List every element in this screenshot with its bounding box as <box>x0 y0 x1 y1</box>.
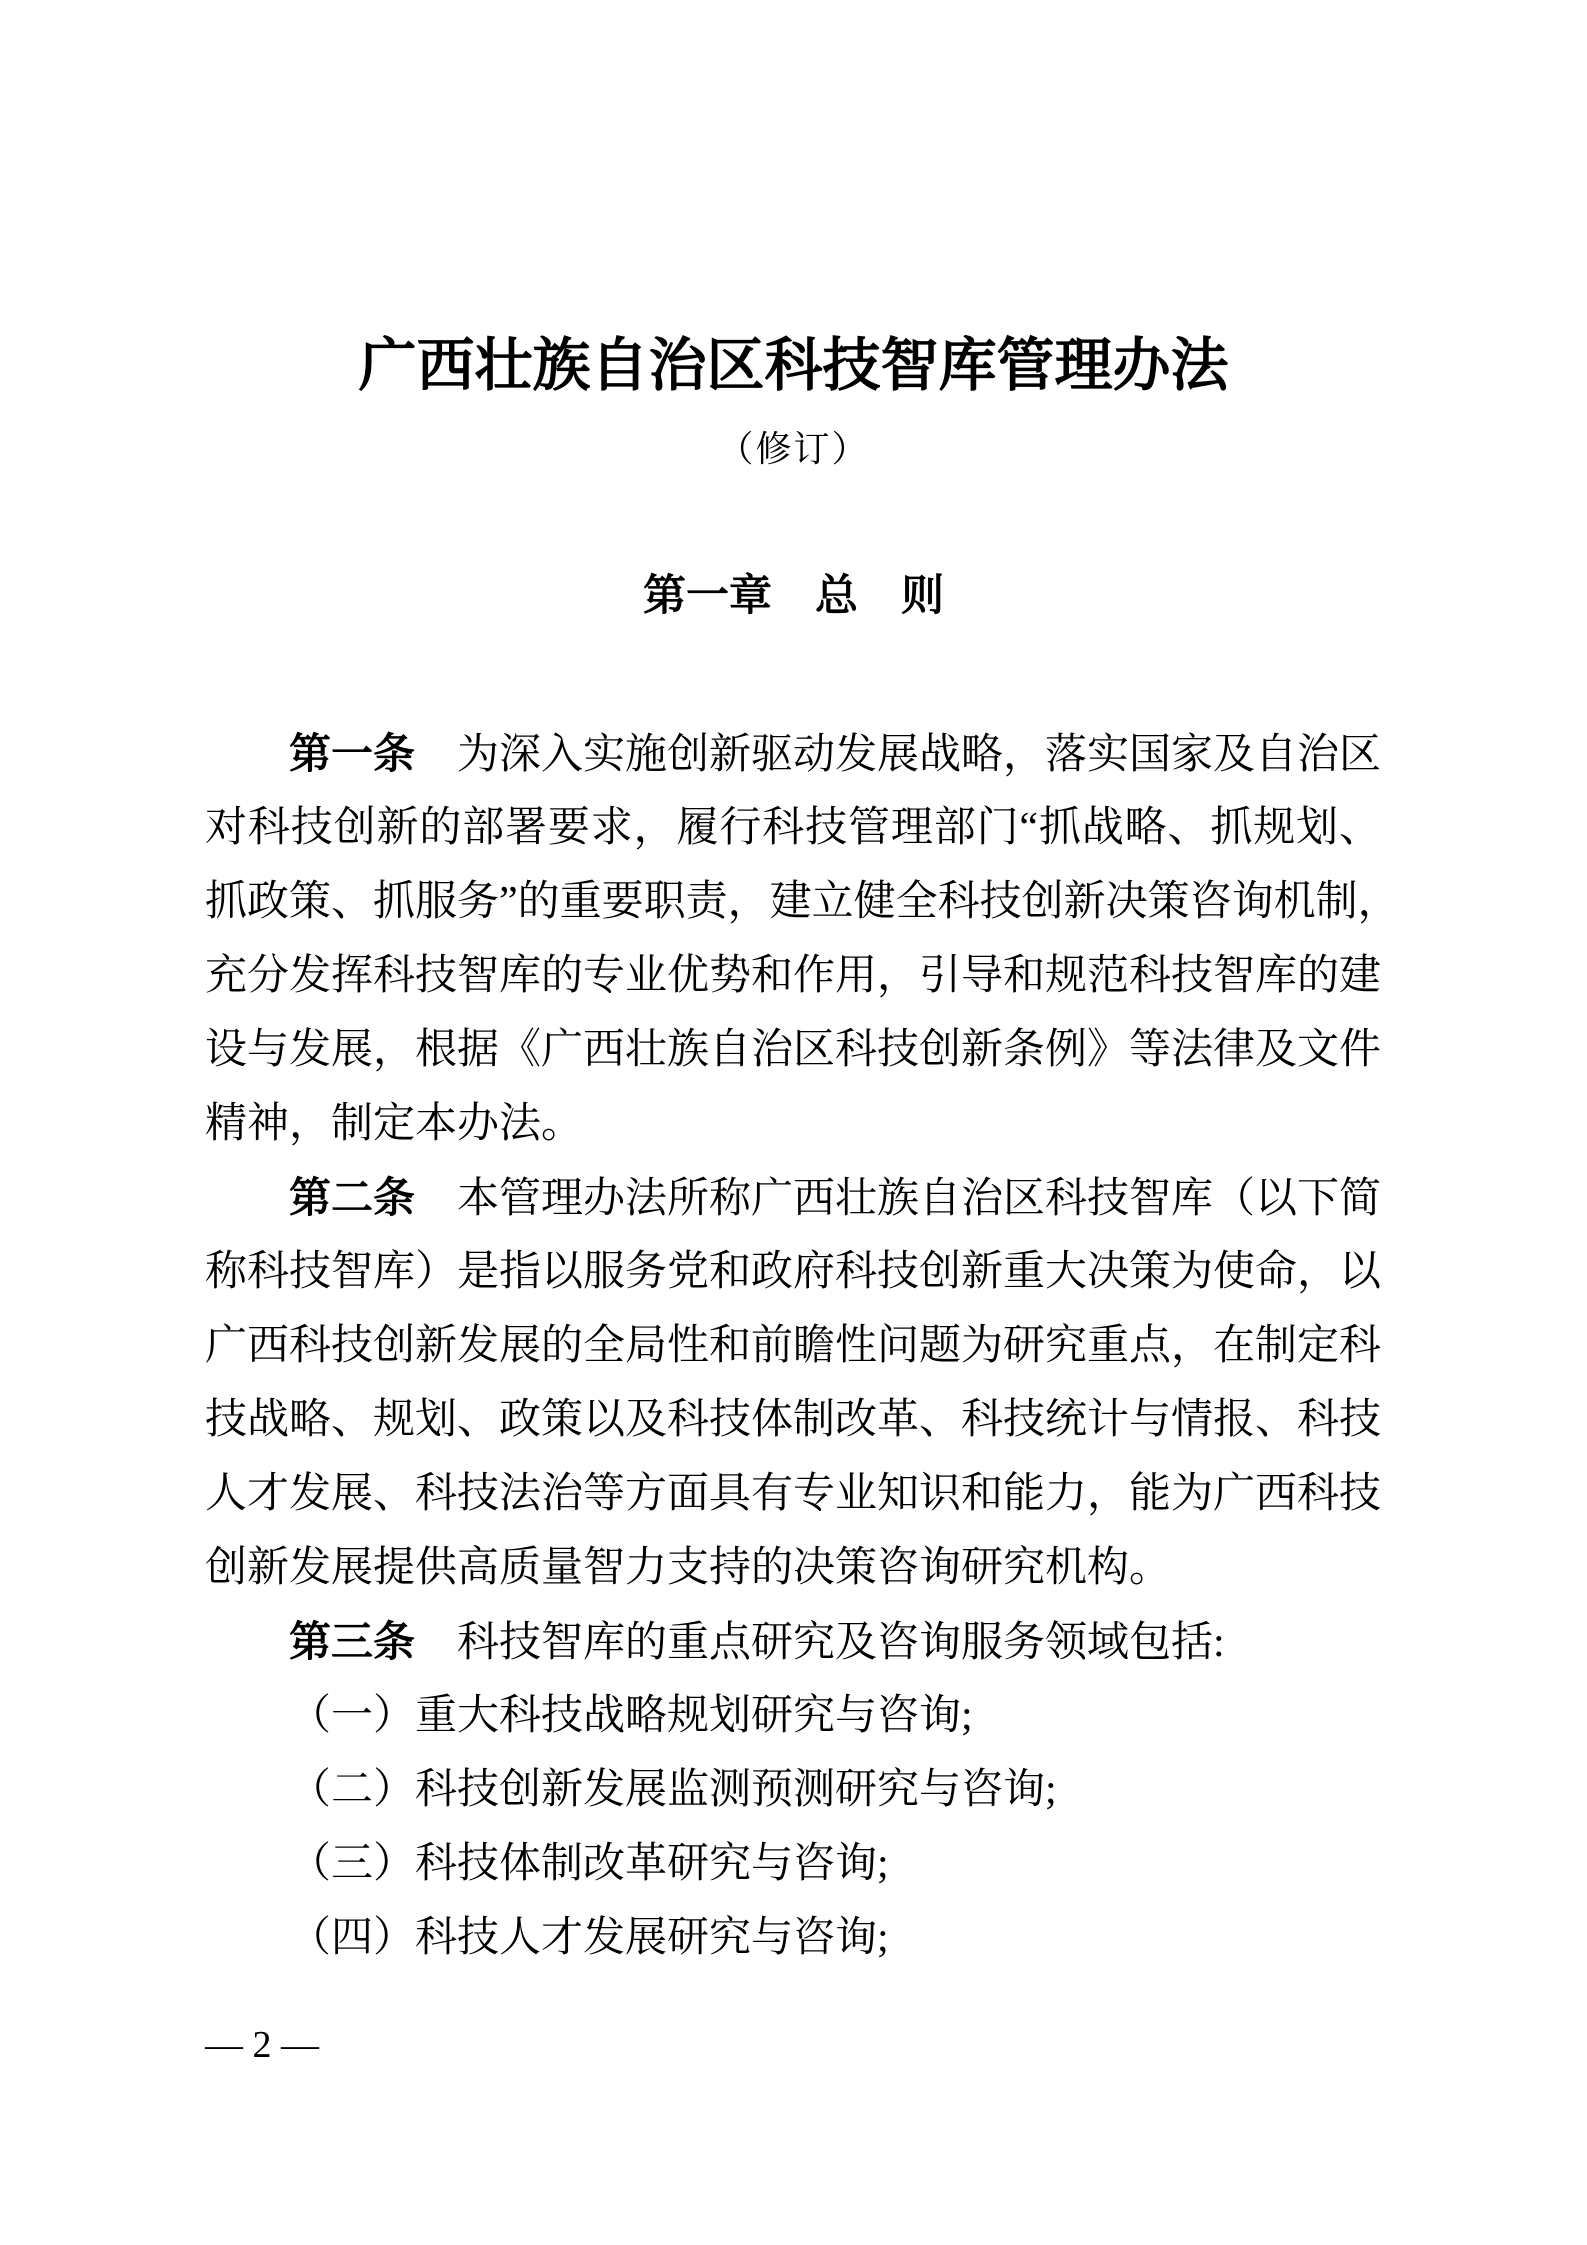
body-line <box>205 1679 1381 1753</box>
line-text: （三）科技体制改革研究与咨询; <box>289 1841 889 1887</box>
line-text: 技战略、规划、政策以及科技体制改革、科技统计与情报、科技 <box>205 1397 1382 1443</box>
line-text: （四）科技人才发展研究与咨询; <box>289 1915 889 1961</box>
body-line <box>205 865 1400 939</box>
article-term: 第二条 <box>289 1174 416 1221</box>
line-text: 充分发挥科技智库的专业优势和作用，引导和规范科技智库的建 <box>205 953 1382 999</box>
body-line <box>205 791 1381 865</box>
line-text: 称科技智库）是指以服务党和政府科技创新重大决策为使命，以 <box>205 1249 1382 1295</box>
body-line <box>205 1235 1381 1309</box>
line-text: 对科技创新的部署要求，履行科技管理部门“抓战略、抓规划、 <box>205 805 1381 851</box>
body-line <box>205 1309 1381 1383</box>
doc-title: 广西壮族自治区科技智库管理办法 <box>358 333 1229 398</box>
line-text: 人才发展、科技法治等方面具有专业知识和能力，能为广西科技 <box>205 1471 1382 1517</box>
chapter-heading: 第一章 总 则 <box>643 572 944 620</box>
body-line <box>205 1605 1381 1679</box>
body-line <box>205 1457 1381 1531</box>
doc-subtitle: （修订） <box>717 429 870 469</box>
term-gap <box>415 1211 457 1212</box>
body-line <box>205 939 1381 1013</box>
body-line <box>205 1087 1381 1161</box>
term-gap <box>415 1655 457 1656</box>
line-text: 为深入实施创新驱动发展战略，落实国家及自治区 <box>457 732 1382 778</box>
line-text: （二）科技创新发展监测预测研究与咨询; <box>289 1767 1057 1813</box>
page-number: — 2 — <box>205 2024 319 2066</box>
body-line <box>205 1901 1381 1975</box>
line-text: 创新发展提供高质量智力支持的决策咨询研究机构。 <box>205 1545 1172 1591</box>
body-line <box>205 1753 1381 1827</box>
body-line <box>205 1827 1381 1901</box>
body-text <box>205 717 1400 1975</box>
term-gap <box>415 767 457 768</box>
article-term: 第一条 <box>289 730 416 777</box>
line-text: （一）重大科技战略规划研究与咨询; <box>289 1693 973 1739</box>
body-line <box>205 717 1381 791</box>
line-text: 精神，制定本办法。 <box>205 1101 584 1147</box>
line-text: 广西科技创新发展的全局性和前瞻性问题为研究重点，在制定科 <box>205 1323 1382 1369</box>
line-text: 抓政策、抓服务”的重要职责，建立健全科技创新决策咨询机制， <box>205 879 1400 925</box>
line-text: 本管理办法所称广西壮族自治区科技智库（以下简 <box>457 1176 1382 1222</box>
body-line <box>205 1531 1381 1605</box>
article-term: 第三条 <box>289 1618 416 1665</box>
line-text: 科技智库的重点研究及咨询服务领域包括: <box>457 1620 1225 1666</box>
body-line <box>205 1161 1381 1235</box>
body-line <box>205 1013 1381 1087</box>
body-line <box>205 1383 1381 1457</box>
line-text: 设与发展，根据《广西壮族自治区科技创新条例》等法律及文件 <box>205 1027 1382 1073</box>
